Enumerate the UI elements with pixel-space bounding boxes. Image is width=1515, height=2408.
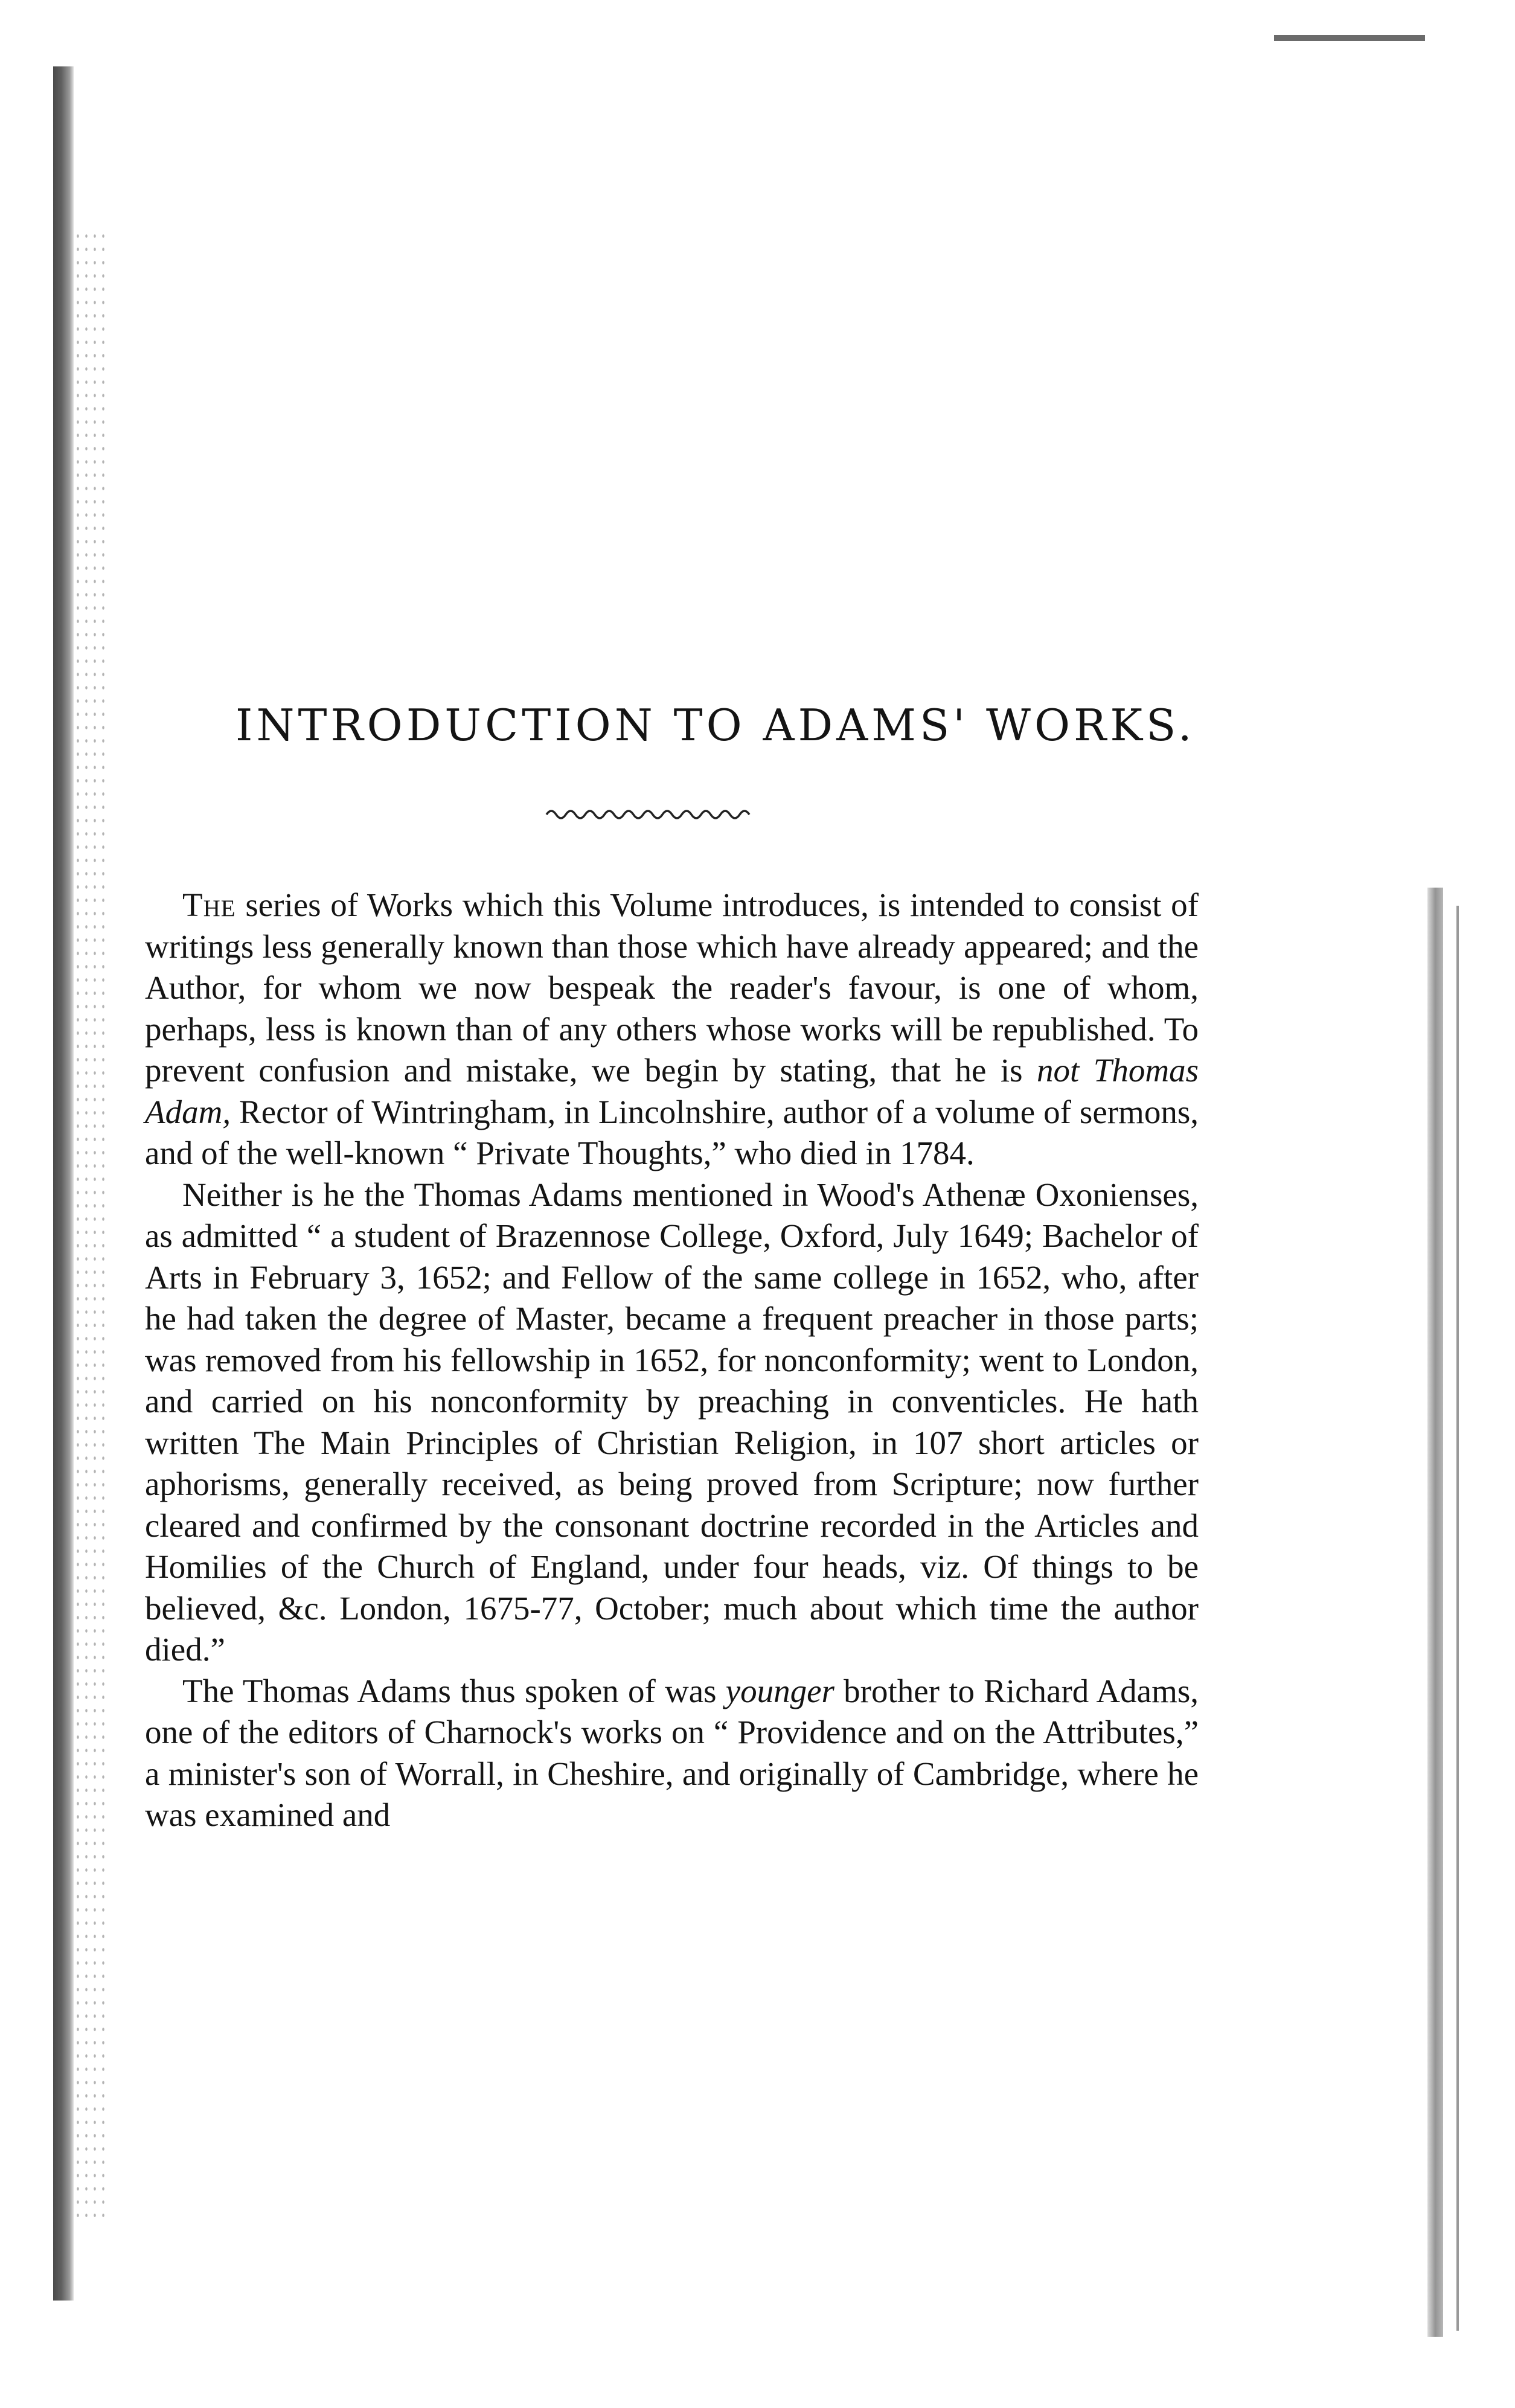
wavy-rule-ornament-icon xyxy=(543,800,761,824)
paragraph-1-text-b: Rector of Wintringham, in Lincolnshire, author of a volume of sermons, and of the well-known “ Private Thoughts,” who died in 1784. xyxy=(145,1093,1199,1171)
paragraph-1-italic-not: not xyxy=(1037,1052,1080,1089)
paragraph-1-space xyxy=(1079,1052,1093,1089)
top-scan-marks xyxy=(1274,35,1425,41)
right-page-edge xyxy=(1427,888,1443,2337)
paragraph-1-italic-name: Thomas Adam, xyxy=(145,1052,1199,1130)
paragraph-3 xyxy=(145,1671,1199,1836)
binding-shadow xyxy=(53,66,74,2301)
paragraph-1-lead: The xyxy=(182,886,236,923)
paragraph-3-italic: younger xyxy=(725,1672,834,1709)
paragraph-1-text-a: series of Works which this Volume introduces, is intended to consist of writings less generally known than those which have already appeared; and the Author, for whom we now bespeak the reader's favour, is one of whom, perhaps, less is known than of any others whose works will be republished. To prevent confusion and mistake, we begin by stating, that he is xyxy=(145,886,1199,1089)
paragraph-2: Neither is he the Thomas Adams mentioned in Wood's Athenæ Oxonienses, as admitted “ a student of Brazennose College, Oxford, July 1649; Bachelor of Arts in February 3, 1652; and Fellow of the same college in 1652, who, after he had taken the degree of Master, became a frequent preacher in those parts; was removed from his fellowship in 1652, for nonconformity; went to London, and carried on his nonconformity by preaching in conventicles. He hath written The Main Principles of Christian Religion, in 107 short articles or aphorisms, generally received, as being proved from Scripture; now further cleared and confirmed by the consonant doctrine recorded in the Articles and Homilies of the Church of England, under four heads, viz. Of things to be believed, &c. London, 1675-77, October; much about which time the author died.” xyxy=(145,1176,1199,1668)
paragraph-3-text-a: The Thomas Adams thus spoken of was xyxy=(182,1672,726,1709)
right-page-edge-line xyxy=(1456,906,1459,2331)
body-text xyxy=(145,885,1199,1836)
paragraph-1 xyxy=(145,885,1199,1174)
page-title: INTRODUCTION TO ADAMS' WORKS. xyxy=(235,700,1196,751)
binding-speckle xyxy=(74,229,110,2222)
paragraph-3-text-b: brother to Richard Adams, one of the editors of Charnock's works on “ Providence and on the Attributes,” a minister's son of Worrall, in Cheshire, and originally of Cambridge, where he was examined and xyxy=(145,1672,1199,1833)
